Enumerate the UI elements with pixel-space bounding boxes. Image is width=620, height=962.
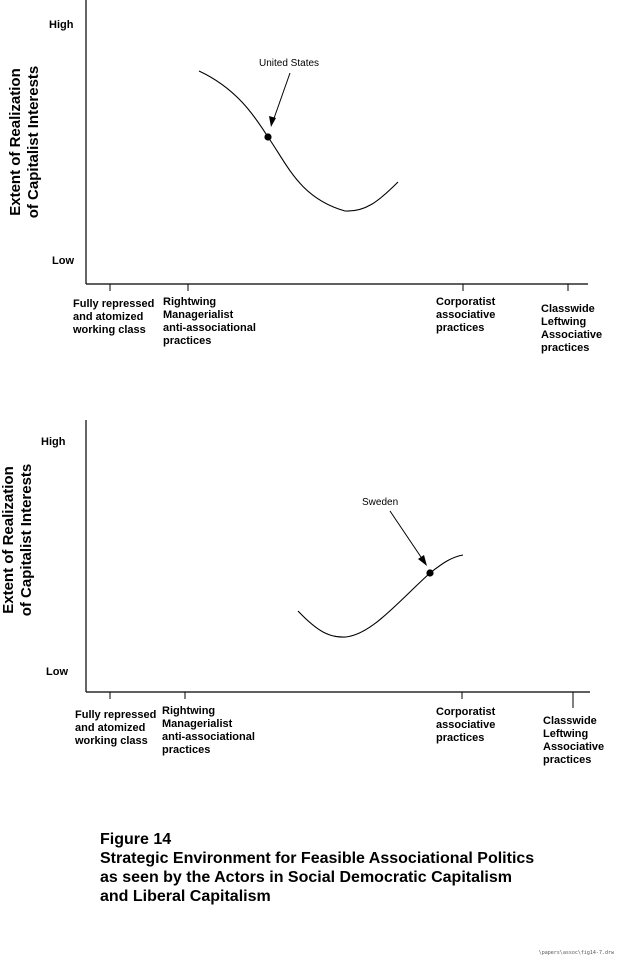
top-chart <box>7 0 605 354</box>
top-y-title-line2: of Capitalist Interests <box>25 65 42 219</box>
top-xcat-2: Rightwing Managerialist anti-associational practices <box>163 296 256 347</box>
bottom-xcat-2: Rightwing Managerialist anti-associational practices <box>162 705 255 756</box>
top-y-axis-title <box>7 66 42 219</box>
bottom-xcat-1: Fully repressed and atomized working class <box>75 709 157 747</box>
top-xcat-3: Corporatist associative practices <box>436 296 496 334</box>
top-point-label: United States <box>259 58 320 69</box>
top-y-low: Low <box>52 255 74 267</box>
top-arrowhead <box>269 116 276 127</box>
top-xcat-4: Classwide Leftwing Associative practices <box>541 303 603 354</box>
caption-line-3: and Liberal Capitalism <box>100 888 271 905</box>
bottom-point-sweden <box>426 569 433 576</box>
bottom-curve <box>298 555 463 637</box>
top-y-title-line1: Extent of Realization <box>7 68 24 216</box>
figure-caption <box>100 830 600 906</box>
top-pointer-arrow <box>272 73 290 124</box>
top-point-united-states <box>264 133 271 140</box>
bottom-y-title-line1: Extent of Realization <box>0 466 17 614</box>
bottom-xcat-4: Classwide Leftwing Associative practices <box>543 715 605 766</box>
bottom-chart <box>0 420 607 766</box>
bottom-xcat-3: Corporatist associative practices <box>436 706 496 744</box>
top-xcat-1: Fully repressed and atomized working class <box>73 298 155 336</box>
file-path-footer: \papers\assoc\fig14-7.drw <box>538 950 614 956</box>
caption-line-2: as seen by the Actors in Social Democratic Capitalism <box>100 869 512 886</box>
bottom-arrowhead <box>418 555 427 566</box>
bottom-y-low: Low <box>46 666 68 678</box>
bottom-y-axis-title <box>0 464 35 617</box>
bottom-pointer-arrow <box>390 511 425 563</box>
top-curve <box>199 71 398 211</box>
figure-number: Figure 14 <box>100 831 172 848</box>
caption-line-1: Strategic Environment for Feasible Associational Politics <box>100 850 535 867</box>
bottom-y-high: High <box>41 436 66 448</box>
bottom-y-title-line2: of Capitalist Interests <box>18 463 35 617</box>
bottom-point-label: Sweden <box>362 497 399 508</box>
top-y-high: High <box>49 19 74 31</box>
